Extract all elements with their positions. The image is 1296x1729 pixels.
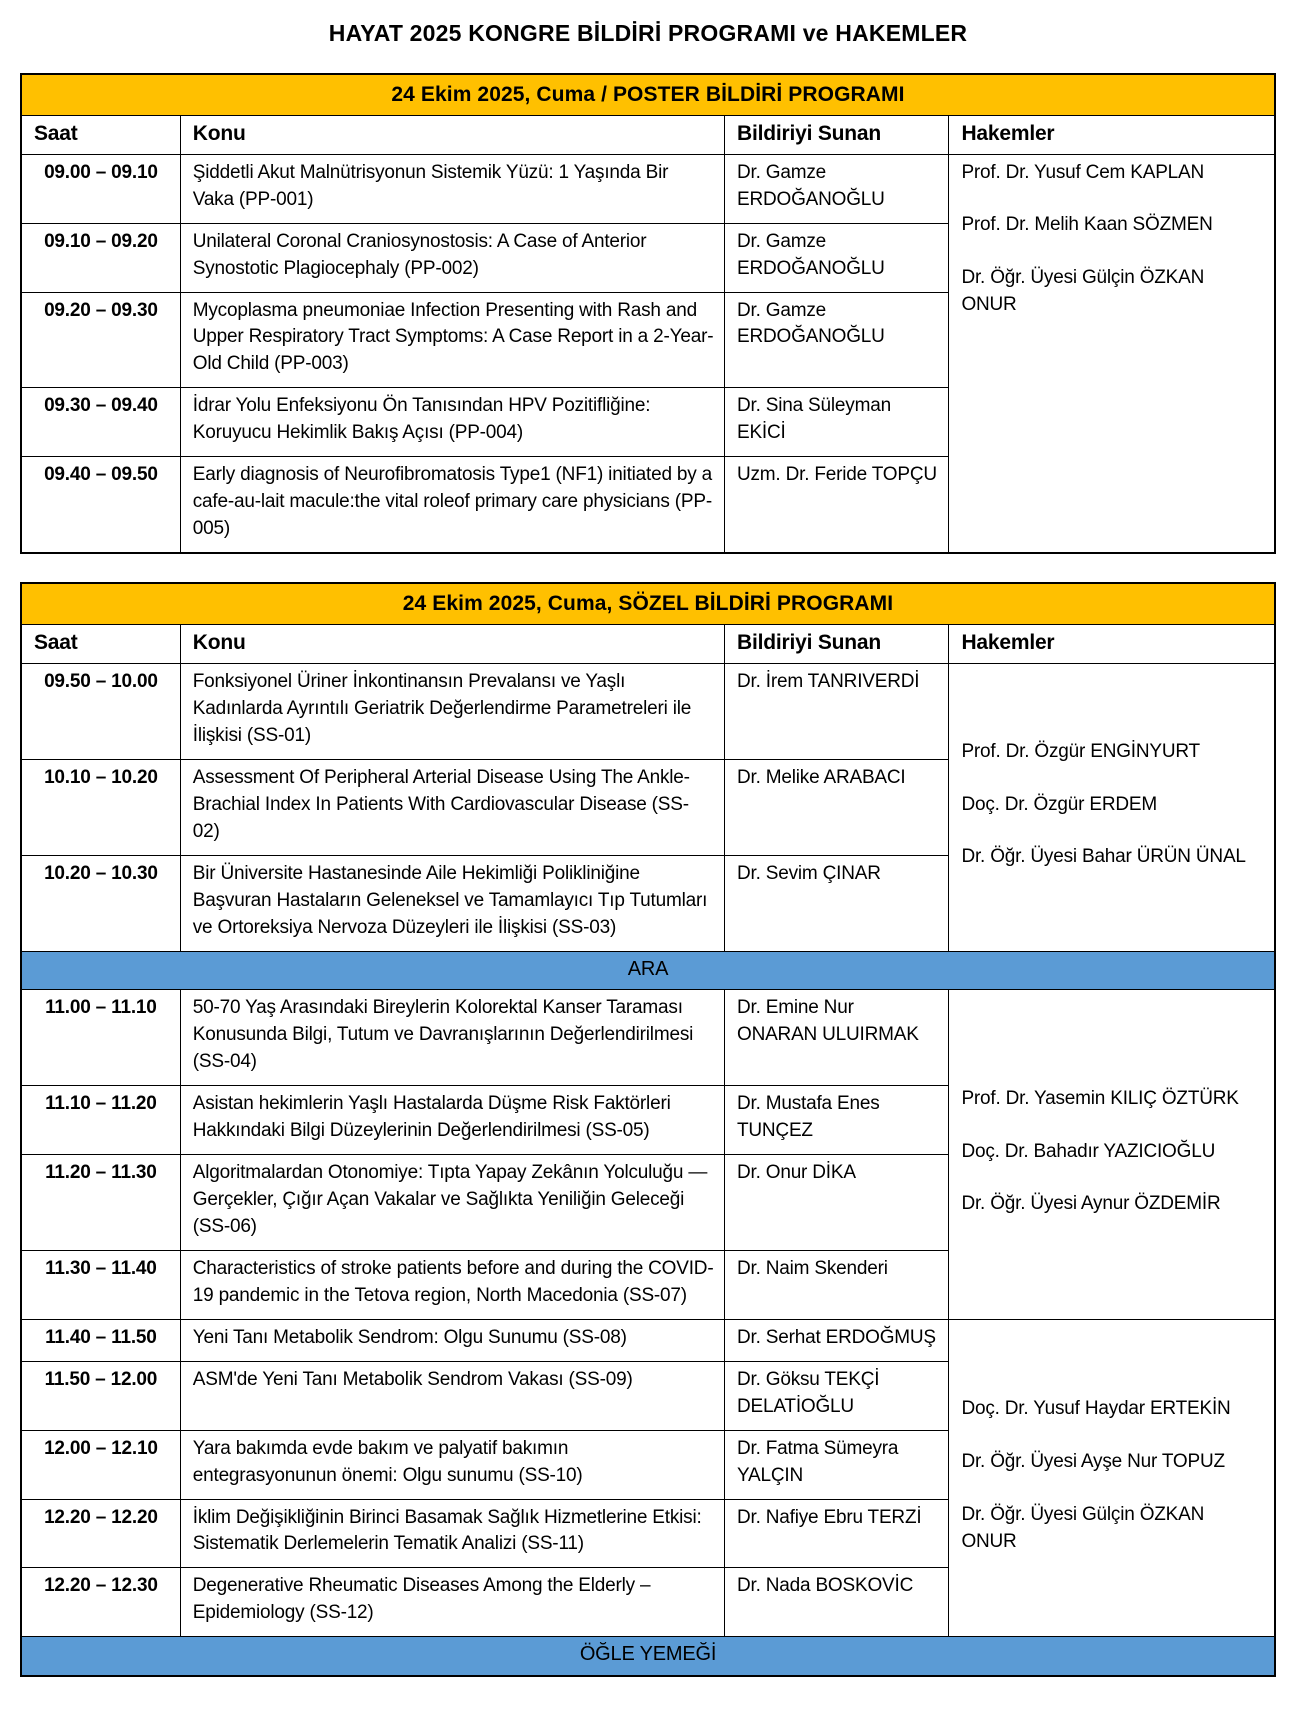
- presenter-cell: Dr. Nafiye Ebru TERZİ: [724, 1499, 948, 1568]
- time-cell: 09.20 – 09.30: [21, 292, 180, 388]
- topic-cell: Yara bakımda evde bakım ve palyatif bakımın entegrasyonunun önemi: Olgu sunumu (SS-10): [180, 1430, 724, 1499]
- reviewer-name: Prof. Dr. Yusuf Cem KAPLAN: [961, 161, 1205, 183]
- topic-cell: Şiddetli Akut Malnütrisyonun Sistemik Yüzü: 1 Yaşında Bir Vaka (PP-001): [180, 154, 724, 223]
- table-banner: 24 Ekim 2025, Cuma / POSTER BİLDİRİ PROGRAMI: [21, 74, 1275, 115]
- presenter-cell: Dr. Nada BOSKOVİC: [724, 1568, 948, 1637]
- presenter-cell: Dr. Sevim ÇINAR: [724, 855, 948, 951]
- break-row: [21, 1637, 1275, 1676]
- time-cell: 10.10 – 10.20: [21, 759, 180, 855]
- topic-cell: 50-70 Yaş Arasındaki Bireylerin Kolorektal Kanser Taraması Konusunda Bilgi, Tutum ve Davranışlarının Değerlendirilmesi (SS-04): [180, 989, 724, 1085]
- topic-cell: Bir Üniversite Hastanesinde Aile Hekimliği Polikliniğine Başvuran Hastaların Geleneksel ve Tamamlayıcı Tıp Tutumları ve Ortoreksiya Nervoza Düzeyleri ile İlişkisi (SS-03): [180, 855, 724, 951]
- reviewer-name: Dr. Öğr. Üyesi Ayşe Nur TOPUZ: [961, 1451, 1225, 1473]
- time-cell: 11.50 – 12.00: [21, 1361, 180, 1430]
- session-row: [21, 1319, 1275, 1361]
- presenter-cell: Dr. Naim Skenderi: [724, 1250, 948, 1319]
- topic-cell: Fonksiyonel Üriner İnkontinansın Prevalansı ve Yaşlı Kadınlarda Ayrıntılı Geriatrik Değerlendirme Parametreleri ile İlişkisi (SS-01): [180, 663, 724, 759]
- time-cell: 11.20 – 11.30: [21, 1154, 180, 1250]
- presenter-cell: Dr. Emine Nur ONARAN ULUIRMAK: [724, 989, 948, 1085]
- reviewers-cell: [949, 663, 1275, 951]
- presenter-cell: Dr. Gamze ERDOĞANOĞLU: [724, 292, 948, 388]
- program-table: [20, 73, 1276, 554]
- topic-cell: ASM'de Yeni Tanı Metabolik Sendrom Vakası (SS-09): [180, 1361, 724, 1430]
- presenter-cell: Dr. Onur DİKA: [724, 1154, 948, 1250]
- time-cell: 11.10 – 11.20: [21, 1085, 180, 1154]
- time-cell: 11.40 – 11.50: [21, 1319, 180, 1361]
- reviewer-name: Prof. Dr. Melih Kaan SÖZMEN: [961, 214, 1213, 236]
- reviewers-cell: [949, 989, 1275, 1319]
- topic-cell: İklim Değişikliğinin Birinci Basamak Sağlık Hizmetlerine Etkisi: Sistematik Derlemelerin Tematik Analizi (SS-11): [180, 1499, 724, 1568]
- time-cell: 09.30 – 09.40: [21, 388, 180, 457]
- time-cell: 09.10 – 09.20: [21, 223, 180, 292]
- reviewer-name: Prof. Dr. Yasemin KILIÇ ÖZTÜRK: [961, 1088, 1239, 1110]
- time-cell: 12.20 – 12.30: [21, 1568, 180, 1637]
- column-header-hakemler: Hakemler: [949, 625, 1275, 664]
- topic-cell: Early diagnosis of Neurofibromatosis Type1 (NF1) initiated by a cafe-au-lait macule:the vital roleof primary care physicians (PP-005): [180, 457, 724, 553]
- presenter-cell: Dr. Göksu TEKÇİ DELATİOĞLU: [724, 1361, 948, 1430]
- reviewer-name: Doç. Dr. Yusuf Haydar ERTEKİN: [961, 1398, 1231, 1420]
- page-title: HAYAT 2025 KONGRE BİLDİRİ PROGRAMI ve HAKEMLER: [328, 20, 968, 46]
- topic-cell: Yeni Tanı Metabolik Sendrom: Olgu Sunumu (SS-08): [180, 1319, 724, 1361]
- time-cell: 11.30 – 11.40: [21, 1250, 180, 1319]
- time-cell: 10.20 – 10.30: [21, 855, 180, 951]
- column-header-konu: Konu: [180, 625, 724, 664]
- break-label: ÖĞLE YEMEĞİ: [21, 1637, 1275, 1676]
- column-header-saat: Saat: [21, 625, 180, 664]
- reviewers-cell: [949, 154, 1275, 553]
- reviewer-name: Dr. Öğr. Üyesi Gülçin ÖZKAN ONUR: [961, 266, 1205, 315]
- reviewer-name: Dr. Öğr. Üyesi Bahar ÜRÜN ÜNAL: [961, 846, 1246, 868]
- column-header-konu: Konu: [180, 115, 724, 154]
- topic-cell: Characteristics of stroke patients before and during the COVID-19 pandemic in the Tetova region, North Macedonia (SS-07): [180, 1250, 724, 1319]
- break-row: [21, 951, 1275, 989]
- table-banner: 24 Ekim 2025, Cuma, SÖZEL BİLDİRİ PROGRAMI: [21, 583, 1275, 624]
- presenter-cell: Dr. Gamze ERDOĞANOĞLU: [724, 223, 948, 292]
- column-header-saat: Saat: [21, 115, 180, 154]
- presenter-cell: Dr. Sina Süleyman EKİCİ: [724, 388, 948, 457]
- reviewer-name: Prof. Dr. Özgür ENGİNYURT: [961, 741, 1200, 763]
- time-cell: 11.00 – 11.10: [21, 989, 180, 1085]
- topic-cell: Algoritmalardan Otonomiye: Tıpta Yapay Zekânın Yolculuğu — Gerçekler, Çığır Açan Vakalar ve Sağlıkta Yeniliğin Geleceği (SS-06): [180, 1154, 724, 1250]
- topic-cell: Unilateral Coronal Craniosynostosis: A Case of Anterior Synostotic Plagiocephaly (PP-002): [180, 223, 724, 292]
- topic-cell: Degenerative Rheumatic Diseases Among the Elderly – Epidemiology (SS-12): [180, 1568, 724, 1637]
- reviewer-name: Dr. Öğr. Üyesi Gülçin ÖZKAN ONUR: [961, 1503, 1205, 1552]
- time-cell: 12.00 – 12.10: [21, 1430, 180, 1499]
- column-header-row: [21, 115, 1275, 154]
- column-header-hakemler: Hakemler: [949, 115, 1275, 154]
- topic-cell: Mycoplasma pneumoniae Infection Presenting with Rash and Upper Respiratory Tract Symptoms: A Case Report in a 2-Year-Old Child (PP-003): [180, 292, 724, 388]
- presenter-cell: Dr. Gamze ERDOĞANOĞLU: [724, 154, 948, 223]
- reviewer-name: Doç. Dr. Bahadır YAZICIOĞLU: [961, 1140, 1216, 1162]
- session-row: [21, 663, 1275, 759]
- topic-cell: Assessment Of Peripheral Arterial Disease Using The Ankle-Brachial Index In Patients With Cardiovascular Disease (SS-02): [180, 759, 724, 855]
- column-header-sunan: Bildiriyi Sunan: [724, 115, 948, 154]
- time-cell: 09.50 – 10.00: [21, 663, 180, 759]
- presenter-cell: Uzm. Dr. Feride TOPÇU: [724, 457, 948, 553]
- reviewers-cell: [949, 1319, 1275, 1637]
- session-row: [21, 989, 1275, 1085]
- presenter-cell: Dr. Mustafa Enes TUNÇEZ: [724, 1085, 948, 1154]
- presenter-cell: Dr. Melike ARABACI: [724, 759, 948, 855]
- break-label: ARA: [21, 951, 1275, 989]
- program-table: [20, 582, 1276, 1677]
- time-cell: 09.40 – 09.50: [21, 457, 180, 553]
- presenter-cell: Dr. İrem TANRIVERDİ: [724, 663, 948, 759]
- reviewer-name: Dr. Öğr. Üyesi Aynur ÖZDEMİR: [961, 1193, 1221, 1215]
- topic-cell: Asistan hekimlerin Yaşlı Hastalarda Düşme Risk Faktörleri Hakkındaki Bilgi Düzeylerinin Değerlendirilmesi (SS-05): [180, 1085, 724, 1154]
- presenter-cell: Dr. Fatma Sümeyra YALÇIN: [724, 1430, 948, 1499]
- column-header-sunan: Bildiriyi Sunan: [724, 625, 948, 664]
- reviewer-name: Doç. Dr. Özgür ERDEM: [961, 793, 1157, 815]
- time-cell: 09.00 – 09.10: [21, 154, 180, 223]
- session-row: [21, 154, 1275, 223]
- column-header-row: [21, 625, 1275, 664]
- time-cell: 12.20 – 12.20: [21, 1499, 180, 1568]
- topic-cell: İdrar Yolu Enfeksiyonu Ön Tanısından HPV Pozitifliğine: Koruyucu Hekimlik Bakış Açısı (PP-004): [180, 388, 724, 457]
- presenter-cell: Dr. Serhat ERDOĞMUŞ: [724, 1319, 948, 1361]
- program-tables-container: [20, 73, 1276, 1677]
